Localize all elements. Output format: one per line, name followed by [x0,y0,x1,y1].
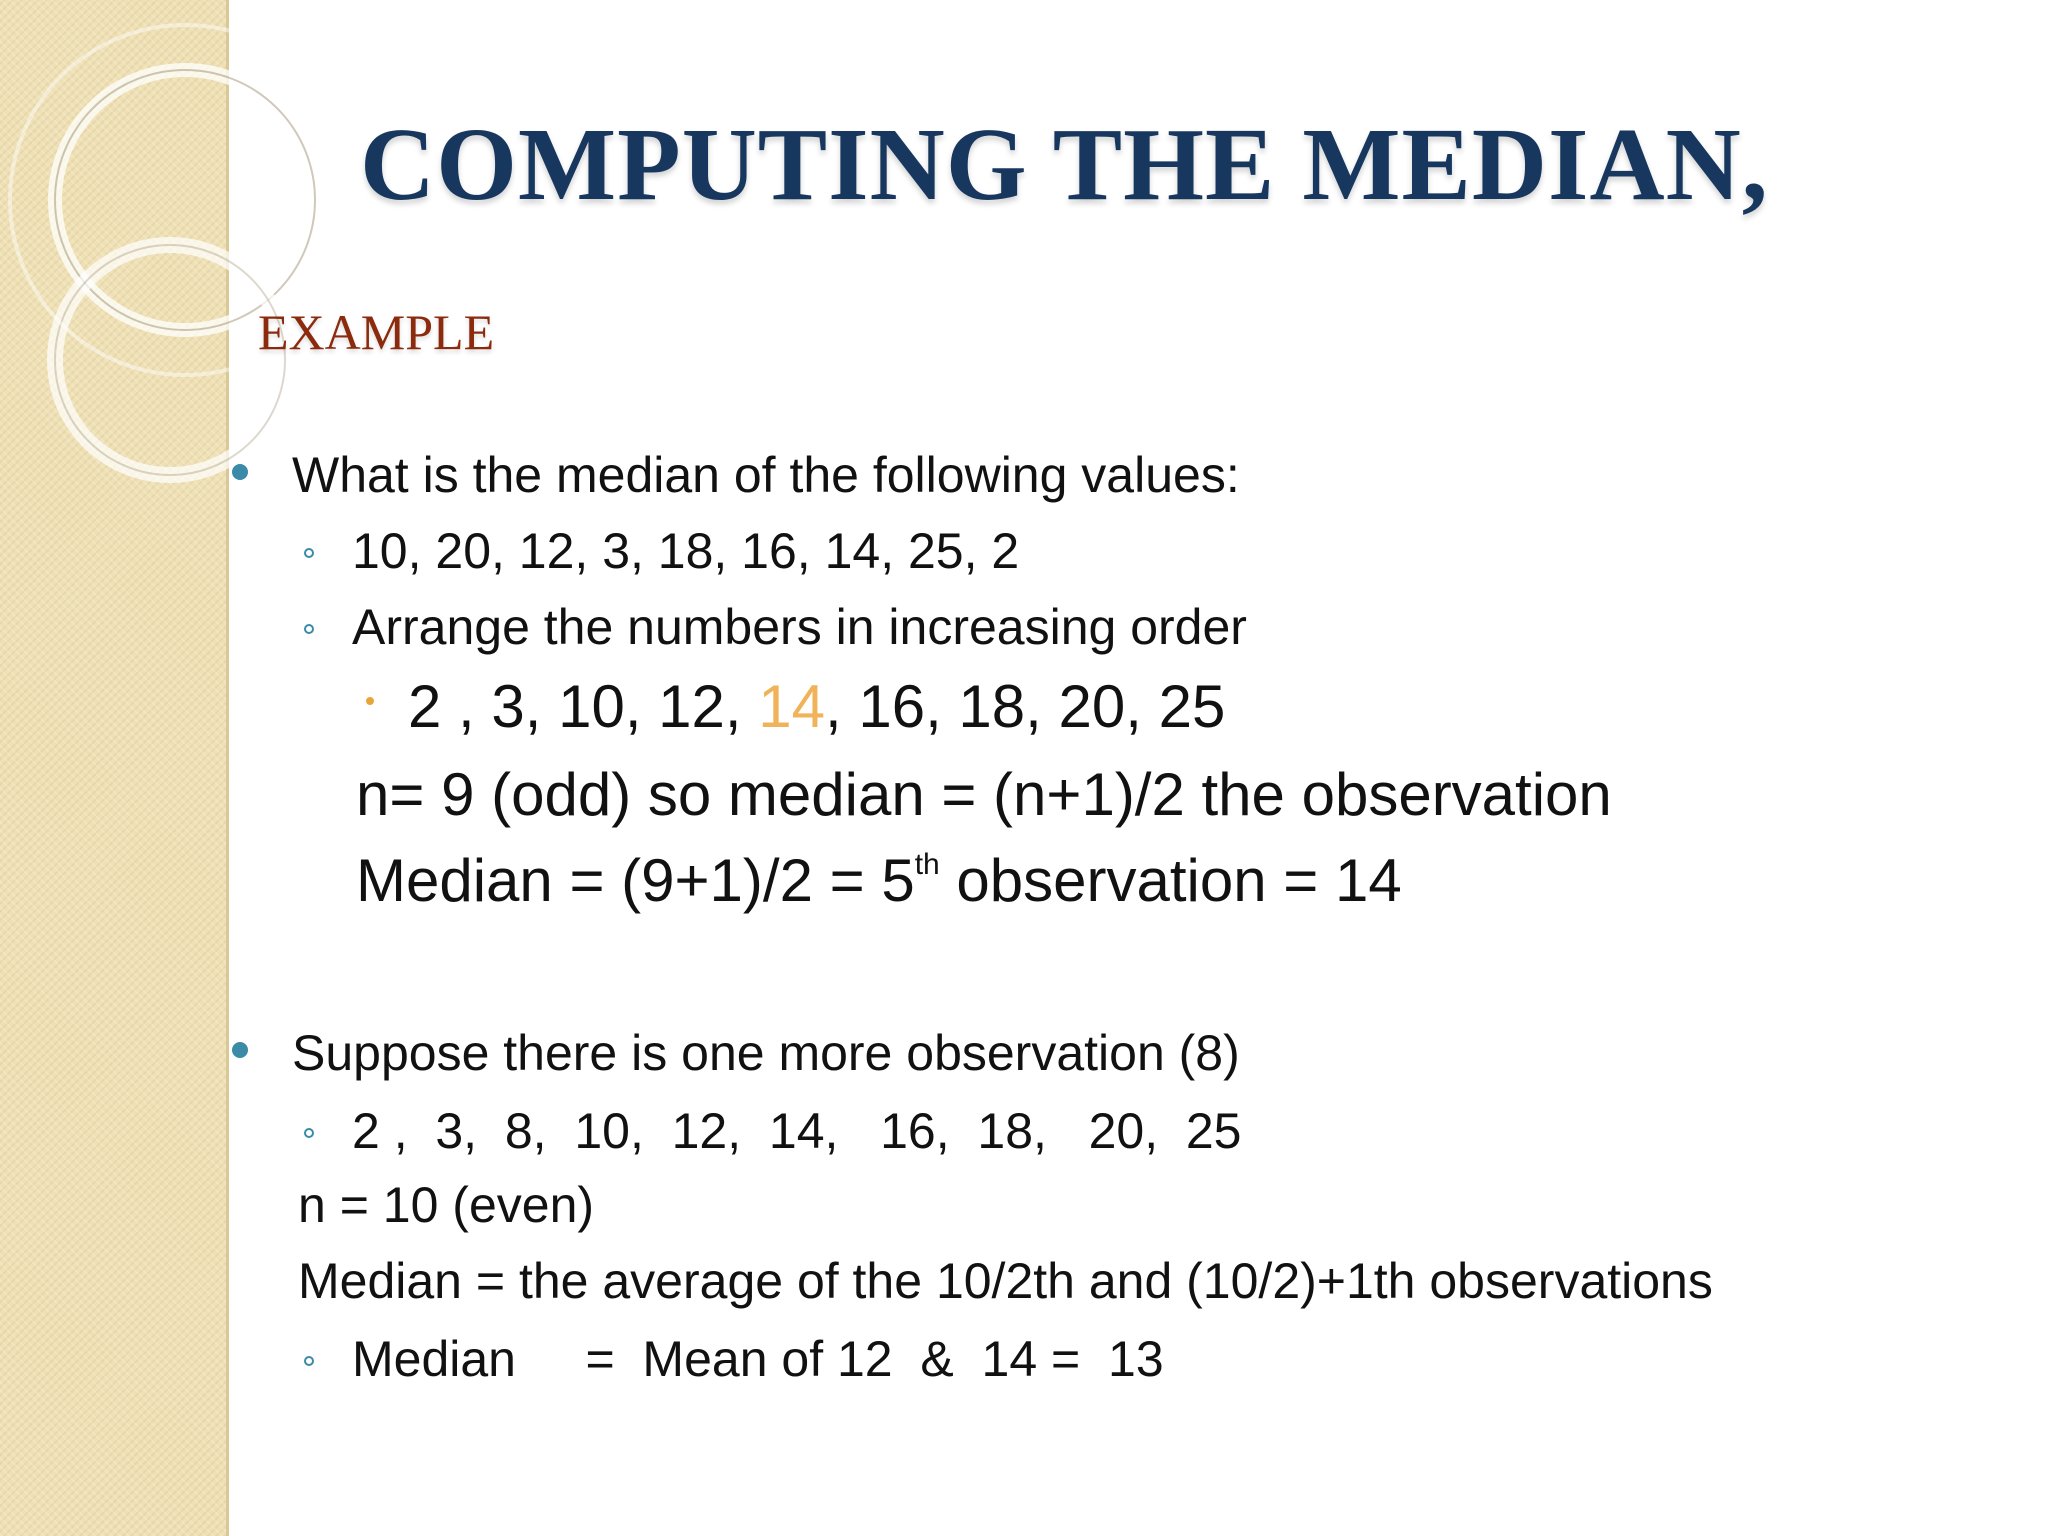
slide-subtitle: EXAMPLE [258,304,495,360]
median-prefix: Median = (9+1)/2 = 5 [356,847,915,914]
median-definition-line: Median = the average of the 10/2th and (10/2)+1th observations [298,1253,1713,1309]
suppose-line: Suppose there is one more observation (8) [292,1025,1240,1081]
sub-bullet-icon [304,548,314,558]
sorted-values-line [408,672,1225,741]
median-mean-line: Median = Mean of 12 & 14 = 13 [352,1331,1164,1387]
median-result-line [356,846,1402,915]
sub-bullet-icon [304,1356,314,1366]
sorted-values-after: , 16, 18, 20, 25 [825,673,1226,740]
n-even-line: n = 10 (even) [298,1177,595,1233]
sub-bullet-icon [304,624,314,634]
n-odd-line: n= 9 (odd) so median = (n+1)/2 the observation [356,761,1612,828]
bullet-icon [232,464,248,480]
decorative-rings [0,0,420,520]
sub-bullet-icon [304,1128,314,1138]
values-line: 10, 20, 12, 3, 18, 16, 14, 25, 2 [352,523,1020,579]
sub-sub-bullet-icon [366,697,374,705]
median-ordinal: th [914,848,940,881]
bullet-icon [232,1042,248,1058]
median-value-highlight: 14 [758,673,825,740]
arrange-line: Arrange the numbers in increasing order [352,599,1247,655]
question-line: What is the median of the following values: [292,447,1240,503]
values-line-with-eight: 2 , 3, 8, 10, 12, 14, 16, 18, 20, 25 [352,1103,1242,1159]
median-suffix: observation = 14 [939,847,1402,914]
slide-title: COMPUTING THE MEDIAN, [360,107,1769,222]
sorted-values-before: 2 , 3, 10, 12, [408,673,759,740]
